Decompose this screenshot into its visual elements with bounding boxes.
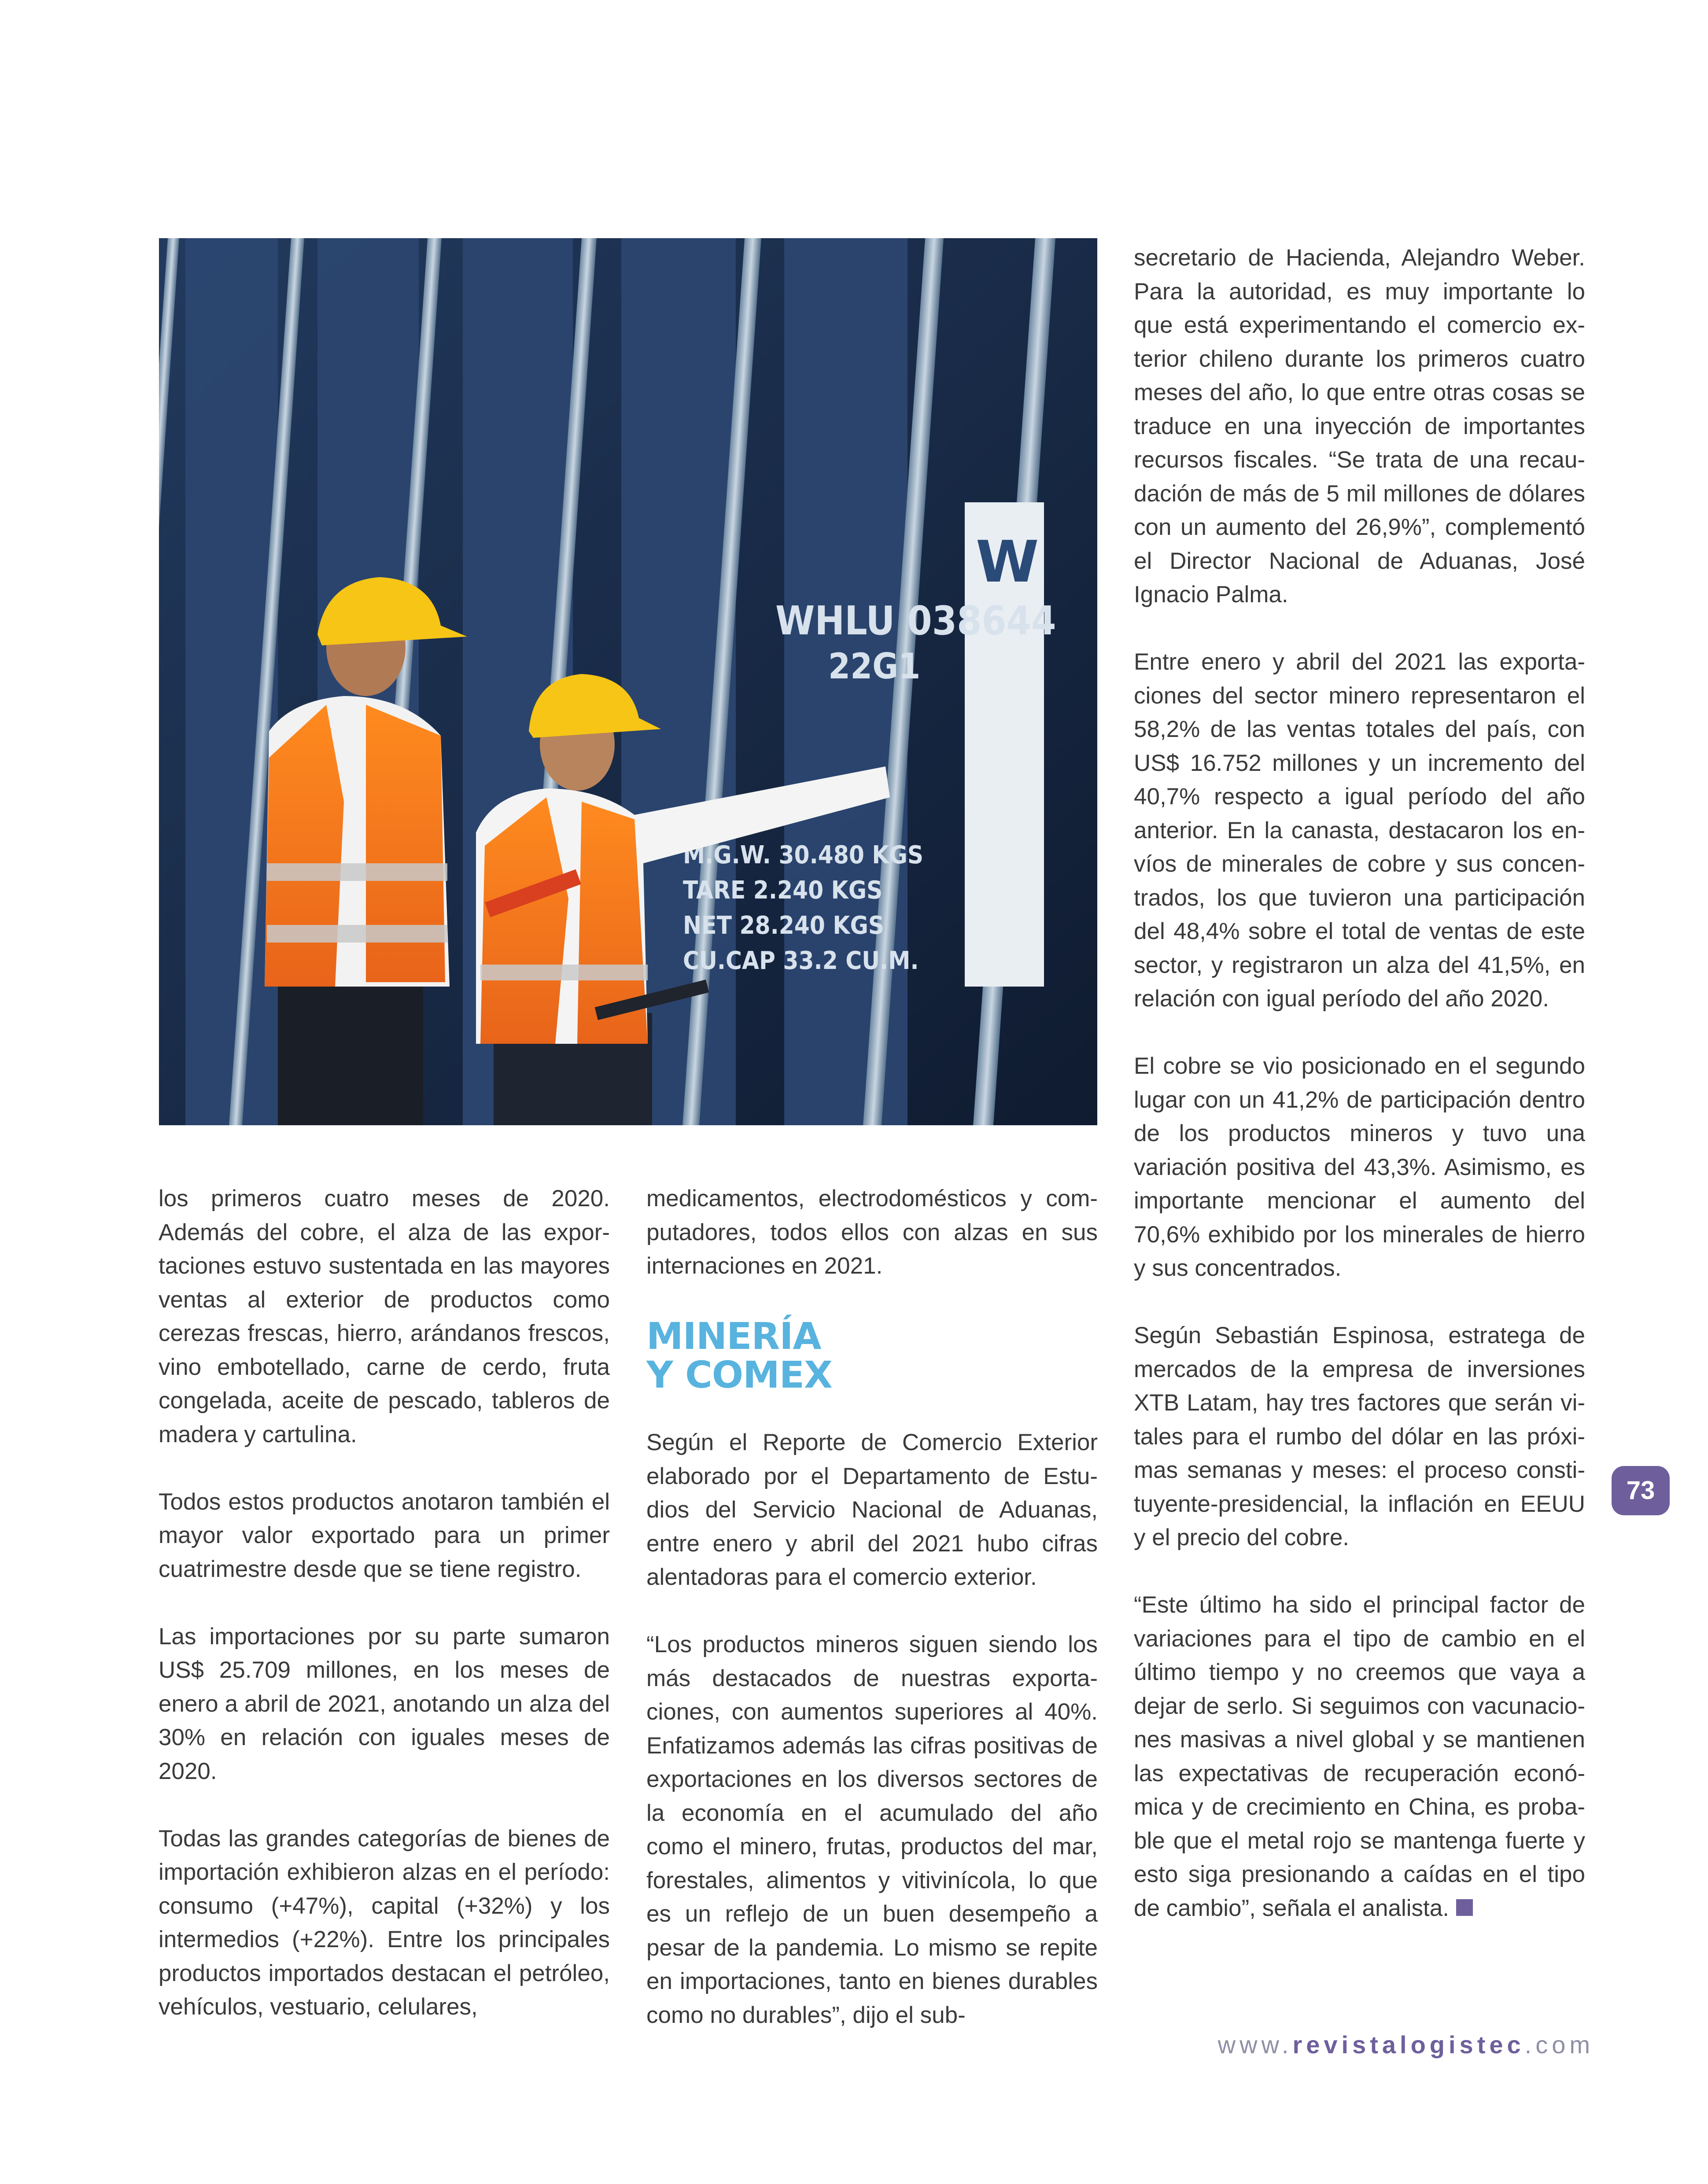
paragraph: Según Sebastián Espinosa, estratega de mercados de la empresa de inversiones XTB Latam, hay tres factores que serán vitales para el rumbo del dólar en las próximas semanas y meses: el proceso constituyente-presidencial, la inflación en EEUU y el precio del cobre. [1134,1322,1585,1551]
paragraph: los primeros cuatro meses de 2020. Además del cobre, el alza de las exportaciones estuvo sustentada en las mayores ventas al exterior de productos como cerezas frescas, hierro, arándanos frescos, vino embotellado, carne de cerdo, fruta congelada, aceite de pescado, tableros de madera y cartulina. [159,1186,610,1447]
article-column-1 [159,1182,610,2024]
footer-url-domain: revistalogistec [1292,2031,1525,2059]
container-mgw: M.G.W. 30.480 KGS [683,841,924,869]
paragraph: Las importaciones por su parte sumaron US$ 25.709 millones, en los meses de enero a abril de 2021, anotando un alza del 30% en relación con iguales meses de 2020. [159,1623,610,1784]
container-tare: TARE 2.240 KGS [683,876,883,905]
section-heading-line-1: MINERÍA [646,1315,821,1358]
paragraph: Todos estos productos anotaron también el mayor valor exportado para un primer cuatrimestre desde que se tiene registro. [159,1488,610,1582]
article-photo [159,238,1097,1125]
footer-url-suffix: .com [1524,2031,1594,2059]
container-net: NET 28.240 KGS [683,911,885,940]
paragraph-final [1134,1588,1585,1925]
article-column-3 [1134,241,1585,1925]
paragraph: Entre enero y abril del 2021 las exportaciones del sector minero representaron el 58,2% de las ventas totales del país, con US$ 16.752 millones y un incremento del 40,7% respecto a igual período del año anterior. En la canasta, destacaron los envíos de minerales de cobre y sus concentrados, los que tuvieron una participación del 48,4% sobre el total de ventas de este sector, y registraron un alza del 41,5%, en relación con igual período del año 2020. [1134,649,1585,1012]
paragraph-text: “Este último ha sido el principal factor de variaciones para el tipo de cambio en el último tiempo y no creemos que vaya a dejar de serlo. Si seguimos con vacunaciones masivas a nivel global y se mantienen las expectativas de recuperación económica y de crecimiento en China, es probable que el metal rojo se mantenga fuerte y esto siga presionando a caídas en el tipo de cambio”, señala el analista. [1134,1592,1585,1921]
containers-workers-illustration [159,238,1097,1125]
container-id: WHLU 038644 [775,598,1056,644]
section-heading [646,1317,1098,1394]
paragraph: secretario de Hacienda, Alejandro Weber. Para la autoridad, es muy importante lo que está experimentando el comercio exterior chileno durante los primeros cuatro meses del año, lo que entre otras cosas se traduce en una inyección de importantes recursos fiscales. “Se trata de una recaudación de más de 5 mil millones de dólares con un aumento del 26,9%”, complementó el Director Nacional de Aduanas, José Ignacio Palma. [1134,245,1585,608]
end-of-article-square-icon [1456,1899,1473,1916]
footer-website[interactable] [1198,2030,1594,2059]
container-cucap: CU.CAP 33.2 CU.M. [683,947,919,975]
paragraph: Todas las grandes categorías de bienes de importación exhibieron alzas en el período: consumo (+47%), capital (+32%) y los intermedios (+22%). Entre los principales productos importados destacan el petróleo, vehículos, vestuario, celulares, [159,1825,610,2020]
paragraph: “Los productos mineros siguen siendo los más destacados de nuestras exportaciones, con aumentos superiores al 40%. Enfatizamos además las cifras positivas de exportaciones en los diversos sectores de la economía en el acumulado del año como el minero, frutas, productos del mar, forestales, alimentos y vitivinícola, lo que es un reflejo de un buen desempeño a pesar de la pandemia. Lo mismo se repite en importaciones, tanto en bienes durables como no durables”, dijo el sub- [646,1632,1098,2028]
paragraph: medicamentos, electrodomésticos y computadores, todos ellos con alzas en sus internaciones en 2021. [646,1186,1098,1279]
section-heading-line-2: Y COMEX [646,1353,832,1396]
container-brand-letter: W [976,528,1039,595]
container-type: 22G1 [828,646,921,687]
paragraph: Según el Reporte de Comercio Exterior elaborado por el Departamento de Estudios del Servicio Nacional de Aduanas, entre enero y abril del 2021 hubo cifras alentadoras para el comercio exterior. [646,1429,1098,1590]
page-number-badge: 73 [1612,1466,1670,1515]
paragraph: El cobre se vio posicionado en el segundo lugar con un 41,2% de participación dentro de los productos mineros y tuvo una variación positiva del 43,3%. Asimismo, es importante mencionar el aumento del 70,6% exhibido por los minerales de hierro y sus concentrados. [1134,1053,1585,1281]
article-column-2 [646,1182,1098,2032]
footer-url-prefix: www. [1217,2031,1293,2059]
